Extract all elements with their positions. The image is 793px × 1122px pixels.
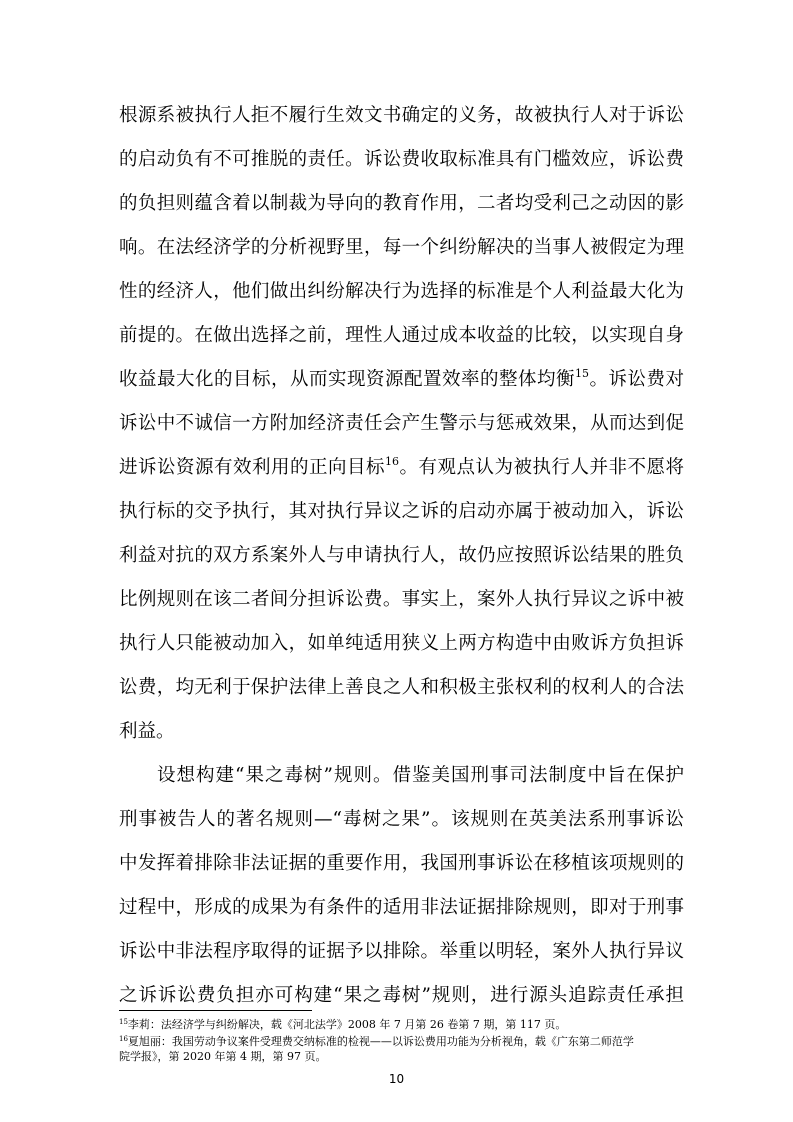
body-line: 利益。	[119, 721, 175, 742]
footnote-15	[119, 1017, 679, 1032]
body-line: 执行人只能被动加入，如单纯适用狭义上两方构造中由败诉方负担诉	[119, 633, 684, 654]
body-line: 比例规则在该二者间分担诉讼费。事实上，案外人执行异议之诉中被	[119, 589, 684, 610]
body-line: 性的经济人，他们做出纠纷解决行为选择的标准是个人利益最大化为	[119, 281, 684, 302]
body-line: 利益对抗的双方系案外人与申请执行人，故仍应按照诉讼结果的胜负	[119, 545, 684, 566]
footnote-text: 夏旭丽：我国劳动争议案件受理费交纳标准的检视——以诉讼费用功能为分析视角，载《广东第二师范学	[127, 1035, 634, 1048]
body-line: 前提的。在做出选择之前，理性人通过成本收益的比较，以实现自身	[119, 325, 684, 346]
footnote-ref-15[interactable]: 15	[574, 367, 589, 380]
footnote-16	[119, 1034, 679, 1049]
body-line: 根源系被执行人拒不履行生效文书确定的义务，故被执行人对于诉讼	[119, 105, 684, 126]
body-line: 讼费，均无利于保护法律上善良之人和积极主张权利的权利人的合法	[119, 677, 684, 698]
body-line: 设想构建“果之毒树”规则。借鉴美国刑事司法制度中旨在保护	[157, 765, 684, 786]
body-text: 进诉讼资源有效利用的正向目标	[119, 457, 385, 478]
footnote-ref-16[interactable]: 16	[385, 455, 399, 468]
body-line	[119, 456, 684, 480]
body-line: 诉讼中不诚信一方附加经济责任会产生警示与惩戒效果，从而达到促	[119, 413, 684, 434]
body-line: 之诉诉讼费负担亦可构建“果之毒树”规则，进行源头追踪责任承担	[119, 985, 684, 1006]
body-line: 执行标的交予执行，其对执行异议之诉的启动亦属于被动加入，诉讼	[119, 501, 684, 522]
body-text: 。诉讼费对	[588, 369, 684, 390]
footnote-number: 15	[119, 1018, 128, 1026]
body-line: 的负担则蕴含着以制裁为导向的教育作用，二者均受利己之动因的影	[119, 193, 684, 214]
body-line: 响。在法经济学的分析视野里，每一个纠纷解决的当事人被假定为理	[119, 237, 684, 258]
footnote-text: 李莉：法经济学与纠纷解决，载《河北法学》2008 年 7 月第 26 卷第 7 期，第 117 页。	[127, 1018, 567, 1031]
body-line	[119, 368, 684, 392]
body-text: 。有观点认为被执行人并非不愿将	[399, 457, 684, 478]
body-line: 诉讼中非法程序取得的证据予以排除。举重以明轻，案外人执行异议	[119, 941, 684, 962]
footnote-separator	[119, 1010, 312, 1011]
body-line: 的启动负有不可推脱的责任。诉讼费收取标准具有门槛效应，诉讼费	[119, 149, 684, 170]
body-line: 过程中，形成的成果为有条件的适用非法证据排除规则，即对于刑事	[119, 897, 684, 918]
footnote-text: 院学报》，第 2020 年第 4 期，第 97 页。	[119, 1050, 327, 1063]
body-text: 收益最大化的目标，从而实现资源配置效率的整体均衡	[119, 369, 575, 390]
body-line: 刑事被告人的著名规则—“毒树之果”。该规则在英美法系刑事诉讼	[119, 809, 684, 830]
footnote-number: 16	[119, 1035, 128, 1043]
body-line: 中发挥着排除非法证据的重要作用，我国刑事诉讼在移植该项规则的	[119, 853, 684, 874]
page-number: 10	[388, 1072, 405, 1086]
footnote-16-continued	[119, 1049, 679, 1064]
